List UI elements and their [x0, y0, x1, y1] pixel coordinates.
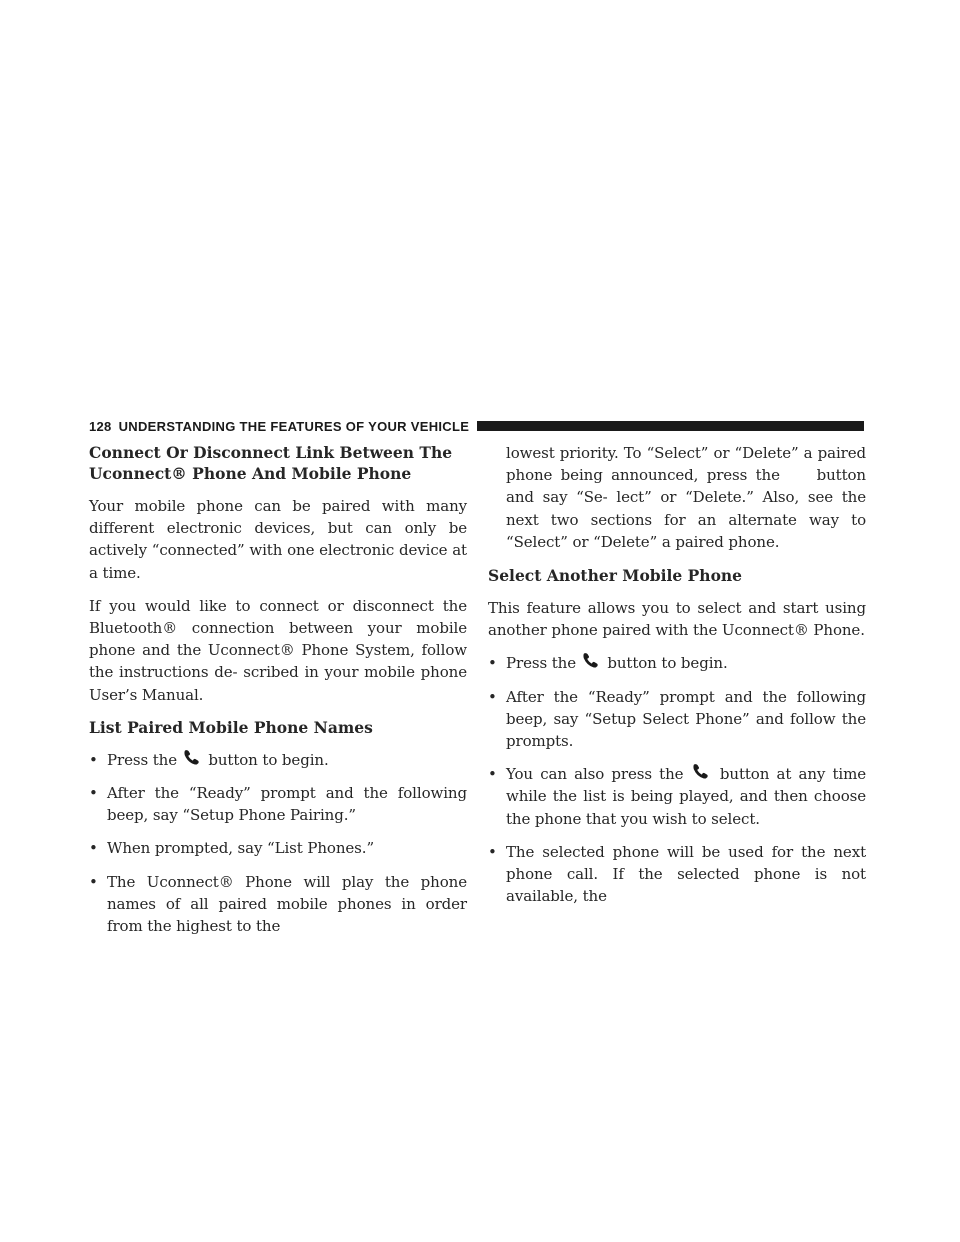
heading-connect-disconnect: Connect Or Disconnect Link Between The Uconnect® Phone And Mobile Phone: [89, 443, 453, 483]
bullet-text: Press the: [107, 750, 177, 769]
bullet-text: After the “Ready” prompt and the following beep, say “Setup Phone Pairing.”: [107, 784, 467, 825]
list-item: [488, 763, 866, 830]
list-item: [89, 871, 467, 938]
phone-handset-icon: [692, 763, 712, 780]
left-column: [89, 442, 467, 948]
bullet-text: When prompted, say “List Phones.”: [107, 839, 375, 858]
continued-text: button and say “Se- lect” or “Delete.” Also, see the next two sections for an alternate way to “Select” or “Delete” a paired phone.: [506, 466, 866, 551]
bullet: •: [488, 654, 497, 673]
continued-text: lowest priority. To “Select” or “Delete” a paired phone being announced, press the: [506, 444, 866, 485]
phone-handset-icon: [582, 652, 602, 669]
list-item: [488, 841, 866, 908]
section-title: UNDERSTANDING THE FEATURES OF YOUR VEHICLE: [118, 418, 470, 434]
missing-icon-space: [788, 470, 808, 480]
bullet-text: button at any time while the list is being played, and then choose the phone that you wish to select.: [506, 765, 866, 828]
list-paired-steps: [89, 749, 467, 937]
bullet: •: [488, 842, 497, 861]
bullet-text: The Uconnect® Phone will play the phone names of all paired mobile phones in order from the highest to the: [107, 872, 467, 936]
list-item: [89, 749, 467, 771]
list-item: [488, 686, 866, 753]
bullet-text: You can also press the: [506, 765, 684, 784]
bullet-text: After the “Ready” prompt and the following beep, say “Setup Select Phone” and follow the prompts.: [506, 687, 866, 751]
list-select-steps: [488, 652, 866, 907]
paragraph-select-feature: This feature allows you to select and start using another phone paired with the Uconnect® Phone.: [488, 599, 866, 640]
header-rule: [477, 421, 864, 431]
bullet-text: button to begin.: [208, 750, 329, 769]
bullet: •: [89, 872, 98, 891]
bullet: •: [488, 687, 497, 706]
list-item: [89, 782, 467, 826]
bullet: •: [89, 839, 98, 858]
heading-select-another: Select Another Mobile Phone: [488, 566, 743, 586]
right-column: [488, 442, 866, 918]
continued-paragraph: [488, 442, 866, 553]
bullet: •: [488, 765, 497, 784]
bullet-text: Press the: [506, 654, 576, 673]
page-header: [89, 417, 864, 435]
bullet-text: button to begin.: [607, 654, 728, 673]
list-item: [488, 652, 866, 674]
paragraph-paired-devices: Your mobile phone can be paired with many different electronic devices, but can only be actively “connected” with one electronic device at a time.: [89, 497, 467, 582]
page-number: 128: [89, 418, 112, 434]
paragraph-bluetooth-connection: If you would like to connect or disconnect the Bluetooth® connection between your mobile phone and the Uconnect® Phone System, follow the instructions de- scribed in your mobile phone User’s Manual.: [89, 596, 467, 704]
bullet: •: [89, 784, 98, 803]
bullet-text: The selected phone will be used for the next phone call. If the selected phone is not available, the: [506, 842, 866, 906]
bullet: •: [89, 750, 98, 769]
list-item: [89, 837, 467, 859]
heading-list-paired: List Paired Mobile Phone Names: [89, 717, 373, 737]
phone-handset-icon: [183, 749, 203, 766]
